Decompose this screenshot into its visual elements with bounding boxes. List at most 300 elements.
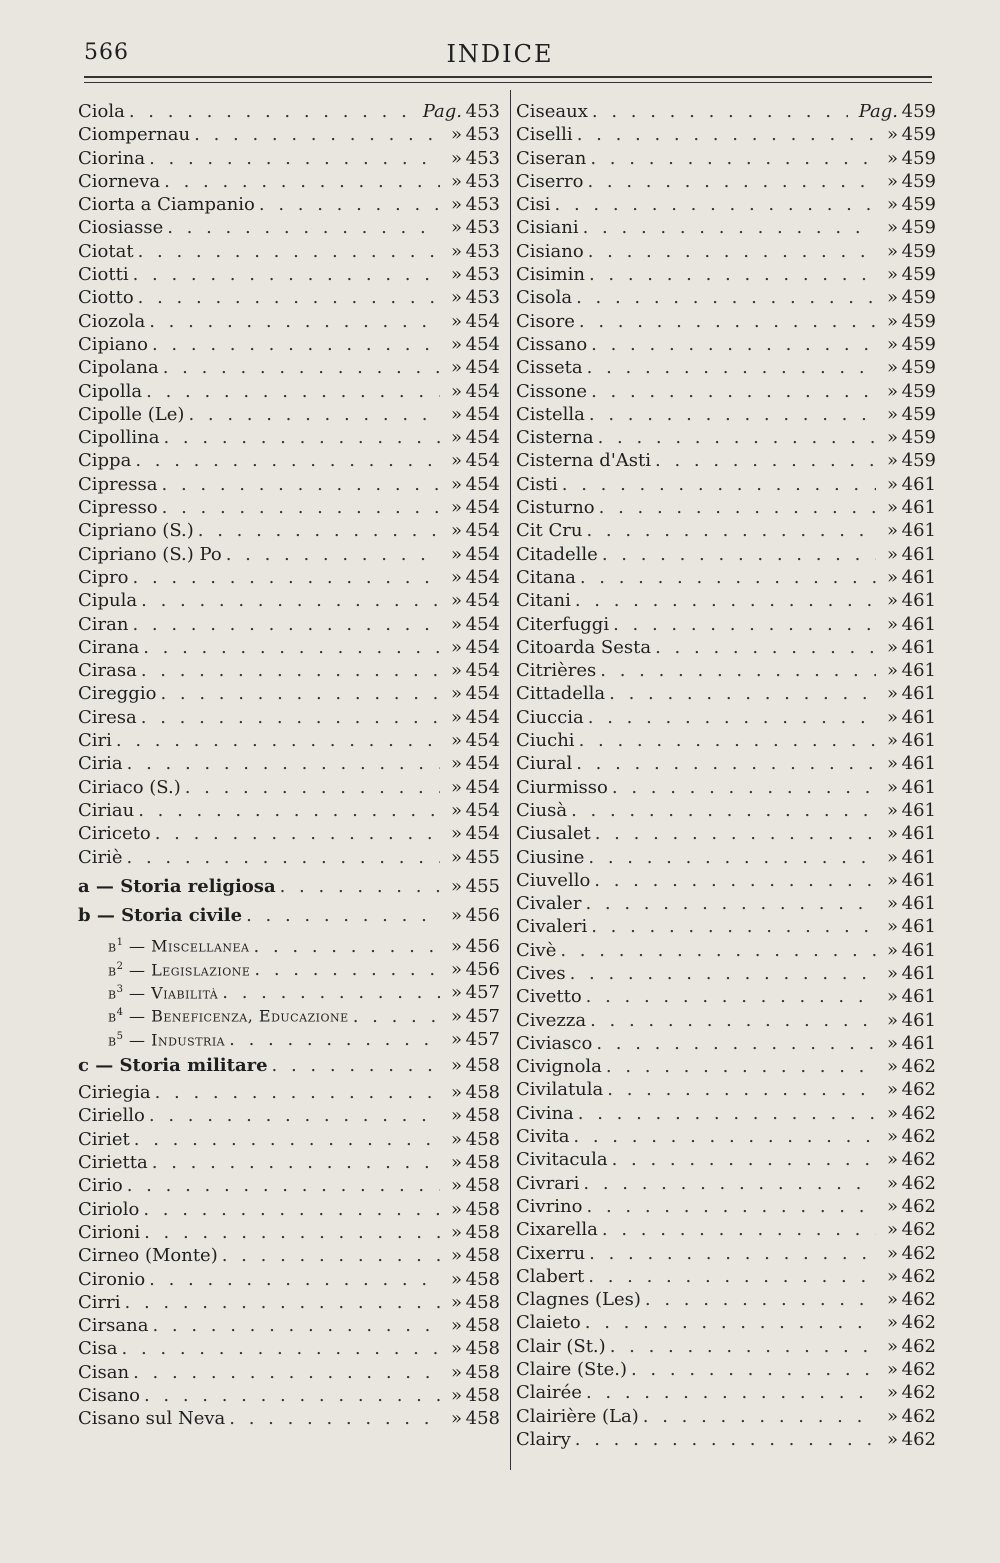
entry-page: 458 bbox=[465, 1245, 500, 1267]
entry-name: Ciompernau bbox=[78, 124, 191, 146]
index-entry bbox=[78, 1314, 500, 1337]
entry-page: 461 bbox=[901, 730, 936, 752]
index-entry bbox=[516, 846, 936, 869]
entry-page: 456 bbox=[465, 959, 500, 981]
leader-dots bbox=[145, 1268, 440, 1291]
page-marker: » bbox=[450, 310, 462, 332]
entry-page: 456 bbox=[465, 935, 500, 957]
entry-name: Cipolle (Le) bbox=[78, 403, 185, 425]
page-marker: » bbox=[450, 613, 462, 635]
entry-page: 458 bbox=[465, 1054, 500, 1076]
entry-name: Citoarda Sesta bbox=[516, 636, 652, 658]
entry-name: Cives bbox=[516, 962, 566, 984]
entry-page: 461 bbox=[901, 823, 936, 845]
page-marker: » bbox=[886, 310, 898, 332]
entry-name: $b^1$ — Miscellanea bbox=[108, 936, 250, 956]
index-entry bbox=[516, 1358, 936, 1381]
entry-name: Cisano bbox=[78, 1385, 140, 1407]
index-entry bbox=[516, 1405, 936, 1428]
page-marker: » bbox=[886, 776, 898, 798]
page-marker: » bbox=[886, 1079, 898, 1101]
leader-dots bbox=[242, 904, 440, 927]
entry-name: Cixarella bbox=[516, 1219, 598, 1241]
index-entry bbox=[78, 263, 500, 286]
leader-dots bbox=[587, 380, 876, 403]
entry-page: 459 bbox=[901, 194, 936, 216]
page-marker: » bbox=[886, 1009, 898, 1031]
entry-page: 461 bbox=[901, 986, 936, 1008]
entry-name: Cipresso bbox=[78, 497, 158, 519]
entry-name: Cisterna bbox=[516, 427, 594, 449]
entry-name: Cironio bbox=[78, 1268, 146, 1290]
leader-dots bbox=[566, 962, 876, 985]
leader-dots bbox=[584, 1265, 876, 1288]
leader-dots bbox=[145, 147, 440, 170]
index-entry bbox=[78, 123, 500, 146]
leader-dots bbox=[575, 310, 876, 333]
index-entry bbox=[516, 1078, 936, 1101]
index-entry bbox=[516, 1195, 936, 1218]
entry-name: Civiasco bbox=[516, 1032, 593, 1054]
leader-dots bbox=[159, 426, 440, 449]
entry-name: Ciusà bbox=[516, 799, 568, 821]
entry-name: Ciuvello bbox=[516, 869, 591, 891]
page-marker: » bbox=[450, 636, 462, 658]
entry-name: Ciosiasse bbox=[78, 217, 164, 239]
index-entry bbox=[78, 240, 500, 263]
entry-page: 461 bbox=[901, 473, 936, 495]
entry-name: Cisa bbox=[78, 1338, 118, 1360]
header-rule-thick bbox=[84, 76, 932, 78]
leader-dots bbox=[140, 1221, 440, 1244]
leader-dots bbox=[148, 333, 440, 356]
page-marker: » bbox=[450, 660, 462, 682]
index-entry bbox=[516, 496, 936, 519]
page-marker: » bbox=[450, 520, 462, 542]
entry-name: Cixerru bbox=[516, 1242, 586, 1264]
entry-page: 458 bbox=[465, 1128, 500, 1150]
entry-name: Ciseran bbox=[516, 147, 587, 169]
entry-page: 453 bbox=[465, 170, 500, 192]
entry-page: 461 bbox=[901, 939, 936, 961]
entry-page: 454 bbox=[465, 776, 500, 798]
index-column-left bbox=[78, 100, 500, 1431]
index-entry bbox=[78, 216, 500, 239]
index-entry bbox=[516, 519, 936, 542]
page-marker: » bbox=[450, 543, 462, 565]
page-marker: » bbox=[886, 706, 898, 728]
entry-name: Civezza bbox=[516, 1009, 587, 1031]
page-marker: » bbox=[450, 1152, 462, 1174]
page-marker: » bbox=[886, 590, 898, 612]
index-entry bbox=[78, 1291, 500, 1314]
entry-page: 462 bbox=[901, 1102, 936, 1124]
entry-page: 461 bbox=[901, 566, 936, 588]
index-entry bbox=[516, 1428, 936, 1451]
page-marker: » bbox=[450, 1082, 462, 1104]
entry-page: 461 bbox=[901, 706, 936, 728]
leader-dots bbox=[139, 636, 440, 659]
entry-page: 458 bbox=[465, 1221, 500, 1243]
index-entry bbox=[78, 100, 500, 123]
entry-name: c — Storia militare bbox=[78, 1054, 268, 1076]
entry-name: Cipressa bbox=[78, 473, 158, 495]
index-entry bbox=[78, 1081, 500, 1104]
entry-page: 453 bbox=[465, 101, 500, 122]
page-marker: » bbox=[886, 1312, 898, 1334]
page-marker: » bbox=[450, 1338, 462, 1360]
entry-name: Clabert bbox=[516, 1265, 585, 1287]
leader-dots bbox=[581, 892, 876, 915]
index-entry bbox=[516, 706, 936, 729]
entry-page: 459 bbox=[901, 264, 936, 286]
entry-name: Clair (St.) bbox=[516, 1335, 606, 1357]
page-marker: Pag. bbox=[422, 101, 462, 122]
index-entry bbox=[78, 426, 500, 449]
entry-page: 458 bbox=[465, 1082, 500, 1104]
entry-page: 454 bbox=[465, 799, 500, 821]
leader-dots bbox=[575, 729, 876, 752]
leader-dots bbox=[572, 286, 876, 309]
leader-dots bbox=[118, 1337, 441, 1360]
entry-page: 459 bbox=[901, 310, 936, 332]
leader-dots bbox=[148, 1314, 440, 1337]
page-marker: » bbox=[886, 846, 898, 868]
leader-dots bbox=[145, 1104, 440, 1127]
leader-dots bbox=[584, 240, 876, 263]
entry-page: 454 bbox=[465, 706, 500, 728]
entry-name: Civilatula bbox=[516, 1079, 604, 1101]
page-marker: Pag. bbox=[858, 101, 898, 122]
index-entry bbox=[78, 1104, 500, 1127]
leader-dots bbox=[585, 263, 876, 286]
index-entry bbox=[78, 1384, 500, 1407]
page-marker: » bbox=[450, 403, 462, 425]
entry-page: 454 bbox=[465, 333, 500, 355]
index-entry bbox=[78, 193, 500, 216]
index-entry bbox=[78, 776, 500, 799]
index-entry bbox=[516, 403, 936, 426]
entry-page: 462 bbox=[901, 1312, 936, 1334]
entry-page: 454 bbox=[465, 403, 500, 425]
leader-dots bbox=[156, 682, 440, 705]
page-marker: » bbox=[886, 520, 898, 542]
leader-dots bbox=[160, 170, 440, 193]
entry-page: 454 bbox=[465, 427, 500, 449]
index-entry bbox=[78, 1244, 500, 1267]
leader-dots bbox=[123, 1174, 440, 1197]
index-entry bbox=[516, 1311, 936, 1334]
entry-name: Cippa bbox=[78, 450, 132, 472]
entry-page: 462 bbox=[901, 1335, 936, 1357]
entry-name: Cirio bbox=[78, 1175, 123, 1197]
leader-dots bbox=[556, 939, 876, 962]
index-entry bbox=[78, 799, 500, 822]
entry-page: 461 bbox=[901, 753, 936, 775]
entry-name: Ciriolo bbox=[78, 1198, 140, 1220]
index-entry bbox=[78, 682, 500, 705]
page-marker: » bbox=[450, 1361, 462, 1383]
entry-page: 462 bbox=[901, 1428, 936, 1450]
page-marker: » bbox=[886, 357, 898, 379]
entry-name: Citrières bbox=[516, 660, 597, 682]
index-subsection bbox=[78, 1001, 500, 1027]
page-marker: » bbox=[886, 566, 898, 588]
entry-page: 453 bbox=[465, 194, 500, 216]
page-marker: » bbox=[450, 427, 462, 449]
page-marker: » bbox=[886, 473, 898, 495]
entry-name: Cirana bbox=[78, 636, 140, 658]
entry-name: Cisola bbox=[516, 287, 573, 309]
index-entry bbox=[516, 939, 936, 962]
entry-page: 461 bbox=[901, 660, 936, 682]
page-marker: » bbox=[450, 333, 462, 355]
page-marker: » bbox=[886, 1172, 898, 1194]
leader-dots bbox=[250, 935, 440, 958]
leader-dots bbox=[582, 985, 876, 1008]
leader-dots bbox=[194, 519, 440, 542]
entry-page: 461 bbox=[901, 613, 936, 635]
entry-page: 462 bbox=[901, 1126, 936, 1148]
page-marker: » bbox=[450, 450, 462, 472]
entry-name: Cisiano bbox=[516, 240, 584, 262]
page-marker: » bbox=[886, 730, 898, 752]
page-marker: » bbox=[886, 124, 898, 146]
leader-dots bbox=[586, 1009, 876, 1032]
leader-dots bbox=[596, 659, 876, 682]
leader-dots bbox=[587, 333, 876, 356]
page-marker: » bbox=[450, 875, 462, 897]
entry-page: 454 bbox=[465, 590, 500, 612]
index-subsection bbox=[78, 931, 500, 957]
entry-name: Cissone bbox=[516, 380, 588, 402]
page-marker: » bbox=[450, 905, 462, 927]
entry-name: Cipro bbox=[78, 566, 129, 588]
entry-page: 459 bbox=[901, 124, 936, 146]
index-entry bbox=[516, 310, 936, 333]
page-title: INDICE bbox=[446, 40, 554, 68]
entry-name: Cittadella bbox=[516, 683, 606, 705]
page-marker: » bbox=[450, 1315, 462, 1337]
leader-dots bbox=[587, 915, 876, 938]
leader-dots bbox=[250, 958, 440, 981]
entry-name: Ciri bbox=[78, 730, 112, 752]
index-entry bbox=[78, 706, 500, 729]
entry-page: 459 bbox=[901, 240, 936, 262]
index-entry bbox=[78, 356, 500, 379]
entry-name: Ciozola bbox=[78, 310, 146, 332]
entry-name: Citani bbox=[516, 590, 571, 612]
entry-page: 459 bbox=[901, 380, 936, 402]
index-entry bbox=[516, 1288, 936, 1311]
page-marker: » bbox=[450, 566, 462, 588]
entry-page: 458 bbox=[465, 1291, 500, 1313]
entry-name: Ciriceto bbox=[78, 823, 151, 845]
index-entry bbox=[516, 1032, 936, 1055]
leader-dots bbox=[590, 869, 876, 892]
leader-dots bbox=[585, 403, 876, 426]
index-entry bbox=[516, 776, 936, 799]
index-subsection bbox=[78, 978, 500, 1004]
leader-dots bbox=[594, 426, 876, 449]
page-marker: » bbox=[450, 590, 462, 612]
page-marker: » bbox=[450, 194, 462, 216]
entry-page: 458 bbox=[465, 1105, 500, 1127]
leader-dots bbox=[598, 1218, 876, 1241]
page-marker: » bbox=[450, 776, 462, 798]
index-entry bbox=[516, 566, 936, 589]
page-marker: » bbox=[450, 1245, 462, 1267]
entry-name: Citadelle bbox=[516, 543, 598, 565]
entry-name: Cisore bbox=[516, 310, 575, 332]
leader-dots bbox=[639, 1405, 876, 1428]
index-entry bbox=[516, 426, 936, 449]
entry-name: Cipriano (S.) bbox=[78, 520, 194, 542]
index-entry bbox=[516, 1218, 936, 1241]
index-entry bbox=[516, 147, 936, 170]
index-entry bbox=[516, 193, 936, 216]
entry-page: 458 bbox=[465, 1198, 500, 1220]
entry-page: 454 bbox=[465, 450, 500, 472]
leader-dots bbox=[134, 799, 440, 822]
leader-dots bbox=[609, 613, 876, 636]
index-entry bbox=[516, 869, 936, 892]
entry-name: Cirneo (Monte) bbox=[78, 1245, 218, 1267]
index-entry bbox=[78, 496, 500, 519]
entry-name: Cipula bbox=[78, 590, 138, 612]
leader-dots bbox=[134, 240, 440, 263]
entry-name: Ciural bbox=[516, 753, 573, 775]
entry-name: Claire (Ste.) bbox=[516, 1359, 627, 1381]
index-entry bbox=[516, 636, 936, 659]
entry-name: Ciuccia bbox=[516, 706, 584, 728]
index-entry bbox=[78, 1221, 500, 1244]
index-entry bbox=[516, 1265, 936, 1288]
page-marker: » bbox=[886, 1219, 898, 1241]
entry-name: Cirioni bbox=[78, 1221, 141, 1243]
entry-page: 461 bbox=[901, 1009, 936, 1031]
leader-dots bbox=[584, 846, 876, 869]
entry-name: Ciria bbox=[78, 753, 123, 775]
index-entry bbox=[516, 380, 936, 403]
index-entry bbox=[78, 589, 500, 612]
leader-dots bbox=[137, 706, 440, 729]
leader-dots bbox=[608, 776, 876, 799]
index-entry bbox=[78, 1361, 500, 1384]
leader-dots bbox=[112, 729, 440, 752]
entry-name: Ciriello bbox=[78, 1105, 145, 1127]
entry-name: Ciriau bbox=[78, 799, 135, 821]
leader-dots bbox=[585, 1242, 876, 1265]
leader-dots bbox=[151, 1081, 440, 1104]
entry-page: 462 bbox=[901, 1405, 936, 1427]
page-marker: » bbox=[450, 240, 462, 262]
index-entry bbox=[516, 729, 936, 752]
index-entry bbox=[516, 1381, 936, 1404]
index-entry bbox=[516, 1172, 936, 1195]
page-marker: » bbox=[450, 147, 462, 169]
page-marker: » bbox=[450, 1198, 462, 1220]
entry-page: 453 bbox=[465, 264, 500, 286]
leader-dots bbox=[551, 193, 876, 216]
page-marker: » bbox=[886, 450, 898, 472]
index-entry bbox=[78, 613, 500, 636]
index-entry bbox=[516, 1009, 936, 1032]
entry-name: Ciotti bbox=[78, 264, 129, 286]
index-entry bbox=[78, 403, 500, 426]
entry-name: Civaleri bbox=[516, 916, 588, 938]
index-entry bbox=[516, 286, 936, 309]
index-entry bbox=[78, 380, 500, 403]
entry-name: Clagnes (Les) bbox=[516, 1289, 641, 1311]
page-marker: » bbox=[450, 1221, 462, 1243]
leader-dots bbox=[349, 1005, 440, 1028]
page-marker: » bbox=[450, 1128, 462, 1150]
page-marker: » bbox=[886, 1056, 898, 1078]
leader-dots bbox=[158, 473, 440, 496]
page-marker: » bbox=[450, 1385, 462, 1407]
entry-name: Ciola bbox=[78, 101, 125, 122]
index-entry bbox=[516, 613, 936, 636]
entry-name: Ciotto bbox=[78, 287, 134, 309]
index-entry bbox=[516, 1242, 936, 1265]
index-entry bbox=[516, 240, 936, 263]
page-marker: » bbox=[886, 380, 898, 402]
entry-name: Ciorneva bbox=[78, 170, 161, 192]
entry-page: 457 bbox=[465, 1005, 500, 1027]
leader-dots bbox=[651, 636, 876, 659]
leader-dots bbox=[602, 1055, 876, 1078]
entry-name: Civita bbox=[516, 1126, 570, 1148]
leader-dots bbox=[145, 310, 440, 333]
leader-dots bbox=[586, 147, 876, 170]
page-marker: » bbox=[886, 1149, 898, 1171]
entry-name: Ciresa bbox=[78, 706, 137, 728]
entry-name: Ciorta a Ciampanio bbox=[78, 194, 255, 216]
entry-name: Cirsana bbox=[78, 1315, 149, 1337]
page-marker: » bbox=[886, 660, 898, 682]
index-entry bbox=[78, 170, 500, 193]
page-marker: » bbox=[886, 893, 898, 915]
leader-dots bbox=[598, 543, 876, 566]
page-marker: » bbox=[886, 753, 898, 775]
leader-dots bbox=[139, 1198, 440, 1221]
entry-page: 454 bbox=[465, 497, 500, 519]
index-entry bbox=[516, 543, 936, 566]
index-entry bbox=[78, 543, 500, 566]
entry-page: 462 bbox=[901, 1382, 936, 1404]
leader-dots bbox=[595, 496, 876, 519]
entry-page: 461 bbox=[901, 520, 936, 542]
entry-page: 461 bbox=[901, 893, 936, 915]
page-marker: » bbox=[886, 799, 898, 821]
page-marker: » bbox=[886, 1265, 898, 1287]
entry-page: 454 bbox=[465, 380, 500, 402]
leader-dots bbox=[583, 1195, 877, 1218]
index-entry bbox=[516, 962, 936, 985]
entry-page: 459 bbox=[901, 450, 936, 472]
leader-dots bbox=[606, 1335, 876, 1358]
leader-dots bbox=[641, 1288, 876, 1311]
index-entry bbox=[516, 1125, 936, 1148]
leader-dots bbox=[627, 1358, 876, 1381]
entry-page: 462 bbox=[901, 1242, 936, 1264]
page-marker: » bbox=[450, 982, 462, 1004]
leader-dots bbox=[134, 286, 440, 309]
page-marker: » bbox=[886, 1195, 898, 1217]
entry-page: 454 bbox=[465, 473, 500, 495]
entry-name: Cipolana bbox=[78, 357, 159, 379]
